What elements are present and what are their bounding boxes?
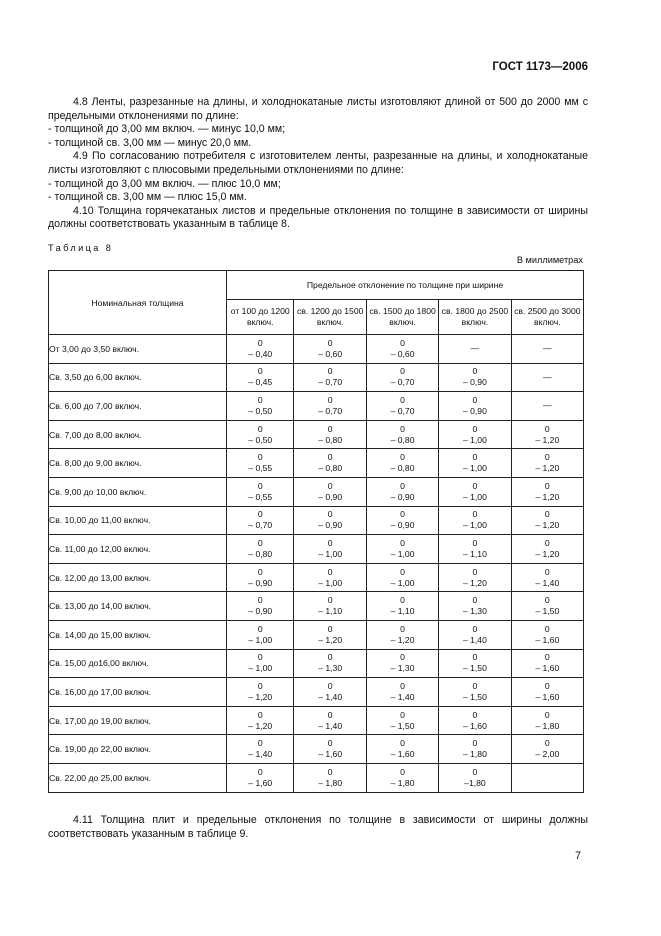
deviation-value: – 1,00 <box>390 577 415 588</box>
nominal-value: 0 <box>327 366 333 377</box>
table-row <box>49 420 584 449</box>
deviation-value: – 1,10 <box>390 606 415 617</box>
nominal-value: 0 <box>327 423 333 434</box>
deviation-value: – 0,55 <box>248 491 273 502</box>
deviation-cell <box>439 449 511 478</box>
table-row <box>49 563 584 592</box>
nominal-value: 0 <box>400 423 405 434</box>
deviation-value: – 0,80 <box>318 463 343 474</box>
deviation-cell <box>294 477 366 506</box>
nominal-value: 0 <box>400 709 405 720</box>
deviation-value: – 1,00 <box>462 463 487 474</box>
footer-text <box>48 814 588 841</box>
deviation-cell <box>294 449 366 478</box>
deviation-cell <box>511 678 583 707</box>
deviation-value: – 0,90 <box>390 491 415 502</box>
deviation-cell <box>511 706 583 735</box>
deviation-value: – 1,20 <box>535 463 560 474</box>
table-row <box>49 649 584 678</box>
deviation-cell <box>439 735 511 764</box>
nominal-value: — <box>543 371 552 382</box>
nominal-value: 0 <box>400 452 405 463</box>
deviation-group-header: Предельное отклонение по толщине при ширине <box>227 271 584 300</box>
deviation-value: – 1,10 <box>462 548 487 559</box>
deviation-value: – 0,45 <box>248 377 273 388</box>
nominal-thickness-cell: Св. 8,00 до 9,00 включ. <box>49 449 227 478</box>
nominal-value: 0 <box>257 337 263 348</box>
table-row <box>49 763 584 792</box>
deviation-value: – 1,20 <box>318 634 343 645</box>
nominal-value: 0 <box>327 766 333 777</box>
deviation-value: – 1,00 <box>318 577 343 588</box>
deviation-cell <box>227 449 294 478</box>
deviation-value: – 0,70 <box>318 405 343 416</box>
deviation-cell <box>294 592 366 621</box>
table-body <box>49 335 584 793</box>
deviation-cell <box>227 363 294 392</box>
deviation-cell <box>366 592 438 621</box>
nominal-value: 0 <box>257 394 263 405</box>
nominal-thickness-cell: Св. 6,00 до 7,00 включ. <box>49 392 227 421</box>
deviation-cell <box>366 506 438 535</box>
nominal-value: 0 <box>400 566 405 577</box>
deviation-cell <box>227 506 294 535</box>
table-row <box>49 678 584 707</box>
nominal-thickness-cell: Св. 13,00 до 14,00 включ. <box>49 592 227 621</box>
nominal-value: 0 <box>544 566 550 577</box>
table-row <box>49 620 584 649</box>
nominal-value: 0 <box>544 423 550 434</box>
nominal-value: 0 <box>544 595 550 606</box>
nominal-value: 0 <box>257 452 263 463</box>
deviation-value: – 1,80 <box>318 777 343 788</box>
deviation-cell <box>366 363 438 392</box>
deviation-cell <box>439 335 511 364</box>
deviation-value: – 0,70 <box>248 520 273 531</box>
width-header-3: св. 1500 до 1800 включ. <box>366 300 438 335</box>
deviation-cell <box>366 392 438 421</box>
nominal-value: 0 <box>472 423 478 434</box>
deviation-cell <box>439 763 511 792</box>
nominal-value: 0 <box>544 537 550 548</box>
deviation-value: – 1,50 <box>390 720 415 731</box>
deviation-cell <box>511 563 583 592</box>
deviation-value: – 1,20 <box>535 548 560 559</box>
nominal-value: 0 <box>327 623 333 634</box>
nominal-value: 0 <box>327 566 333 577</box>
deviation-value: – 0,90 <box>462 377 487 388</box>
deviation-value: – 1,40 <box>535 577 560 588</box>
deviation-value: – 1,50 <box>535 606 560 617</box>
deviation-cell <box>439 477 511 506</box>
deviation-cell <box>227 335 294 364</box>
table-caption: Таблица 8 <box>48 243 114 253</box>
deviation-value: – 1,60 <box>535 691 560 702</box>
page-number: 7 <box>575 850 581 862</box>
deviation-cell <box>294 506 366 535</box>
deviation-cell <box>366 335 438 364</box>
nominal-value: 0 <box>327 537 333 548</box>
deviation-value: – 1,20 <box>535 491 560 502</box>
nominal-value: 0 <box>327 595 333 606</box>
deviation-value: – 0,90 <box>390 520 415 531</box>
nominal-value: 0 <box>400 337 405 348</box>
nominal-thickness-cell: От 3,00 до 3,50 включ. <box>49 335 227 364</box>
deviation-value: – 0,80 <box>390 463 415 474</box>
deviation-value: – 0,90 <box>248 606 273 617</box>
nominal-value: 0 <box>472 480 478 491</box>
deviation-cell <box>439 592 511 621</box>
deviation-value: – 0,55 <box>248 463 273 474</box>
deviation-value: – 1,20 <box>390 634 415 645</box>
nominal-value: 0 <box>544 509 550 520</box>
nominal-value: 0 <box>472 738 478 749</box>
nominal-value: 0 <box>327 738 333 749</box>
deviation-value: – 1,80 <box>462 749 487 760</box>
deviation-cell <box>227 735 294 764</box>
deviation-cell <box>294 392 366 421</box>
deviation-cell <box>439 420 511 449</box>
nominal-value: 0 <box>400 480 405 491</box>
table-row <box>49 477 584 506</box>
deviation-cell <box>439 506 511 535</box>
nominal-value: 0 <box>400 394 405 405</box>
width-header-4: св. 1800 до 2500 включ. <box>439 300 511 335</box>
deviation-value: – 1,20 <box>248 691 273 702</box>
deviation-cell <box>227 392 294 421</box>
nominal-value: 0 <box>257 423 263 434</box>
table-row <box>49 335 584 364</box>
deviation-cell <box>366 678 438 707</box>
deviation-cell <box>294 735 366 764</box>
deviation-cell <box>294 535 366 564</box>
deviation-cell <box>294 649 366 678</box>
deviation-value: – 1,00 <box>248 663 273 674</box>
nominal-thickness-cell: Св. 12,00 до 13,00 включ. <box>49 563 227 592</box>
deviation-value: – 0,80 <box>390 434 415 445</box>
deviation-cell <box>227 420 294 449</box>
nominal-value: 0 <box>544 709 550 720</box>
deviation-cell <box>366 563 438 592</box>
deviation-cell <box>294 563 366 592</box>
deviation-cell <box>294 706 366 735</box>
deviation-value: – 1,80 <box>390 777 415 788</box>
nominal-value: 0 <box>257 537 263 548</box>
deviation-value: – 0,50 <box>248 405 273 416</box>
table-row <box>49 363 584 392</box>
nominal-value: 0 <box>472 394 478 405</box>
deviation-value: – 1,20 <box>248 720 273 731</box>
nominal-value: 0 <box>472 452 478 463</box>
paragraph-4-8: 4.8 Ленты, разрезанные на длины, и холоднокатаные листы изготовляют длиной от 500 до 2000 мм с предельными отклонениями по длине: <box>48 96 588 122</box>
deviation-value: – 1,40 <box>462 634 487 645</box>
deviation-cell <box>227 535 294 564</box>
deviation-cell <box>366 763 438 792</box>
nominal-value: 0 <box>400 738 405 749</box>
paragraph-4-8-item-a: - толщиной до 3,00 мм включ. — минус 10,0 мм; <box>48 123 286 136</box>
deviation-cell <box>294 620 366 649</box>
deviation-cell <box>511 649 583 678</box>
nominal-value: 0 <box>257 680 263 691</box>
deviation-value: – 0,60 <box>318 348 343 359</box>
deviation-cell <box>227 563 294 592</box>
width-header-5: св. 2500 до 3000 включ. <box>511 300 583 335</box>
nominal-value: 0 <box>472 680 478 691</box>
paragraph-4-9-item-b: - толщиной св. 3,00 мм — плюс 15,0 мм. <box>48 191 247 204</box>
deviation-value: – 1,00 <box>390 548 415 559</box>
nominal-value: 0 <box>400 366 405 377</box>
deviation-value: –1,80 <box>464 777 486 788</box>
nominal-value: 0 <box>400 509 405 520</box>
nominal-thickness-cell: Св. 11,00 до 12,00 включ. <box>49 535 227 564</box>
nominal-value: 0 <box>544 680 550 691</box>
table-row <box>49 592 584 621</box>
deviation-value: – 1,30 <box>462 606 487 617</box>
deviation-cell <box>294 763 366 792</box>
table-row <box>49 535 584 564</box>
deviation-cell <box>227 477 294 506</box>
deviation-value: – 1,00 <box>462 434 487 445</box>
nominal-thickness-cell: Св. 19,00 до 22,00 включ. <box>49 735 227 764</box>
nominal-thickness-cell: Св. 16,00 до 17,00 включ. <box>49 678 227 707</box>
nominal-value: 0 <box>400 680 405 691</box>
body-text <box>48 96 588 232</box>
deviation-cell <box>511 335 583 364</box>
deviation-value: – 0,90 <box>462 405 487 416</box>
document-id: ГОСТ 1173—2006 <box>492 61 588 73</box>
paragraph-4-8-item-b: - толщиной св. 3,00 мм — минус 20,0 мм. <box>48 136 252 149</box>
nominal-value: 0 <box>472 366 478 377</box>
nominal-value: 0 <box>257 709 263 720</box>
deviation-cell <box>439 678 511 707</box>
nominal-thickness-cell: Св. 17,00 до 19,00 включ. <box>49 706 227 735</box>
deviation-cell <box>227 620 294 649</box>
deviation-cell <box>227 592 294 621</box>
nominal-value: 0 <box>544 738 550 749</box>
deviation-value: – 1,60 <box>462 720 487 731</box>
deviation-value: – 1,80 <box>535 720 560 731</box>
nominal-value: 0 <box>327 509 333 520</box>
deviation-value: – 1,10 <box>318 606 343 617</box>
deviation-value: – 1,50 <box>462 663 487 674</box>
deviation-cell <box>294 420 366 449</box>
nominal-value: 0 <box>327 394 333 405</box>
nominal-value: — <box>543 400 552 411</box>
nominal-value: 0 <box>544 652 550 663</box>
nominal-value: 0 <box>327 337 333 348</box>
deviation-value: – 0,70 <box>390 405 415 416</box>
nominal-thickness-cell: Св. 22,00 до 25,00 включ. <box>49 763 227 792</box>
nominal-value: 0 <box>327 480 333 491</box>
nominal-thickness-cell: Св. 15,00 до16,00 включ. <box>49 649 227 678</box>
deviation-value: – 1,60 <box>390 749 415 760</box>
deviation-value: – 0,80 <box>318 434 343 445</box>
deviation-cell <box>366 420 438 449</box>
deviation-cell <box>294 335 366 364</box>
deviation-value: – 0,50 <box>248 434 273 445</box>
nominal-value: 0 <box>544 623 550 634</box>
nominal-value: 0 <box>472 709 478 720</box>
deviation-value: – 0,70 <box>318 377 343 388</box>
nominal-value: 0 <box>327 680 333 691</box>
nominal-thickness-cell: Св. 3,50 до 6,00 включ. <box>49 363 227 392</box>
deviation-value: – 0,40 <box>248 348 273 359</box>
deviation-cell <box>366 477 438 506</box>
nominal-value: 0 <box>472 623 478 634</box>
deviation-value: – 1,30 <box>318 663 343 674</box>
deviation-value: – 1,50 <box>462 691 487 702</box>
nominal-value: 0 <box>257 595 263 606</box>
table-units: В миллиметрах <box>516 255 583 265</box>
nominal-value: 0 <box>472 766 478 777</box>
deviation-value: – 1,40 <box>248 749 273 760</box>
deviation-value: – 1,00 <box>248 634 273 645</box>
deviation-cell <box>439 535 511 564</box>
nominal-value: 0 <box>327 652 333 663</box>
nominal-value: 0 <box>400 595 405 606</box>
deviation-value: – 1,30 <box>390 663 415 674</box>
deviation-cell <box>439 649 511 678</box>
deviation-cell <box>227 678 294 707</box>
deviation-value: – 1,00 <box>462 491 487 502</box>
paragraph-4-11: 4.11 Толщина плит и предельные отклонения по толщине в зависимости от ширины должны соответствовать указанным в таблице 9. <box>48 814 588 840</box>
nominal-value: 0 <box>400 537 405 548</box>
paragraph-4-9-item-a: - толщиной до 3,00 мм включ. — плюс 10,0 мм; <box>48 177 281 190</box>
nominal-value: 0 <box>472 509 478 520</box>
deviation-cell <box>511 449 583 478</box>
deviation-cell <box>366 620 438 649</box>
table-row <box>49 506 584 535</box>
deviation-value: – 1,40 <box>318 720 343 731</box>
nominal-thickness-cell: Св. 9,00 до 10,00 включ. <box>49 477 227 506</box>
deviation-value: – 0,60 <box>390 348 415 359</box>
deviation-value: – 1,20 <box>535 520 560 531</box>
tolerance-table <box>48 270 584 793</box>
deviation-value: – 1,60 <box>535 634 560 645</box>
nominal-value: 0 <box>257 509 263 520</box>
nominal-value: 0 <box>257 623 263 634</box>
nominal-thickness-cell: Св. 14,00 до 15,00 включ. <box>49 620 227 649</box>
deviation-value: – 0,90 <box>318 491 343 502</box>
table-row <box>49 706 584 735</box>
deviation-value: – 0,90 <box>318 520 343 531</box>
nominal-value: — <box>470 343 480 354</box>
deviation-cell <box>439 392 511 421</box>
nominal-value: 0 <box>327 709 333 720</box>
deviation-value: – 1,40 <box>390 691 415 702</box>
nominal-value: 0 <box>257 652 263 663</box>
deviation-cell <box>511 735 583 764</box>
nominal-thickness-header: Номинальная толщина <box>49 271 227 335</box>
nominal-value: 0 <box>257 766 263 777</box>
table-row <box>49 392 584 421</box>
deviation-cell <box>439 620 511 649</box>
deviation-value: – 1,20 <box>462 577 487 588</box>
nominal-value: 0 <box>544 452 550 463</box>
deviation-value: – 1,60 <box>248 777 273 788</box>
nominal-value: 0 <box>257 566 263 577</box>
nominal-value: 0 <box>257 366 263 377</box>
deviation-cell <box>227 706 294 735</box>
nominal-value: 0 <box>400 623 405 634</box>
nominal-value: 0 <box>472 537 478 548</box>
deviation-cell <box>511 420 583 449</box>
deviation-value: – 1,00 <box>462 520 487 531</box>
nominal-thickness-cell: Св. 7,00 до 8,00 включ. <box>49 420 227 449</box>
nominal-value: 0 <box>400 652 405 663</box>
table-row <box>49 449 584 478</box>
nominal-value: 0 <box>257 738 263 749</box>
width-header-2: св. 1200 до 1500 включ. <box>294 300 366 335</box>
deviation-cell <box>511 392 583 421</box>
deviation-value: – 1,60 <box>535 663 560 674</box>
nominal-thickness-cell: Св. 10,00 до 11,00 включ. <box>49 506 227 535</box>
deviation-cell <box>511 506 583 535</box>
deviation-value: – 0,90 <box>248 577 273 588</box>
nominal-value: — <box>543 343 552 354</box>
deviation-cell <box>366 706 438 735</box>
deviation-value: – 2,00 <box>535 749 560 760</box>
nominal-value: 0 <box>472 595 478 606</box>
deviation-cell <box>366 735 438 764</box>
deviation-cell <box>366 449 438 478</box>
nominal-value: 0 <box>472 652 478 663</box>
deviation-cell <box>366 649 438 678</box>
deviation-cell <box>511 592 583 621</box>
nominal-value: 0 <box>327 452 333 463</box>
nominal-value: 0 <box>472 566 478 577</box>
deviation-cell <box>227 763 294 792</box>
table-row <box>49 735 584 764</box>
width-header-1: от 100 до 1200 включ. <box>227 300 294 335</box>
nominal-value: 0 <box>257 480 263 491</box>
paragraph-4-9: 4.9 По согласованию потребителя с изготовителем ленты, разрезанные на длины, и холоднокатаные листы изготовляют с плюсовыми предельными отклонениями по длине: <box>48 150 588 176</box>
deviation-cell <box>294 363 366 392</box>
deviation-cell <box>227 649 294 678</box>
deviation-cell <box>511 620 583 649</box>
deviation-cell <box>439 706 511 735</box>
deviation-cell <box>511 763 583 792</box>
deviation-value: – 1,00 <box>318 548 343 559</box>
deviation-value: – 1,20 <box>535 434 560 445</box>
nominal-value: 0 <box>400 766 405 777</box>
deviation-cell <box>294 678 366 707</box>
deviation-value: – 0,80 <box>248 548 273 559</box>
deviation-value: – 1,40 <box>318 691 343 702</box>
deviation-cell <box>439 563 511 592</box>
deviation-cell <box>511 363 583 392</box>
nominal-value: 0 <box>544 480 550 491</box>
deviation-cell <box>511 477 583 506</box>
deviation-cell <box>511 535 583 564</box>
paragraph-4-10: 4.10 Толщина горячекатаных листов и предельные отклонения по толщине в зависимости от ширины должны соответствовать указанным в таблице 8. <box>48 204 588 231</box>
deviation-value: – 1,60 <box>318 749 343 760</box>
deviation-cell <box>366 535 438 564</box>
deviation-value: – 0,70 <box>390 377 415 388</box>
deviation-cell <box>439 363 511 392</box>
